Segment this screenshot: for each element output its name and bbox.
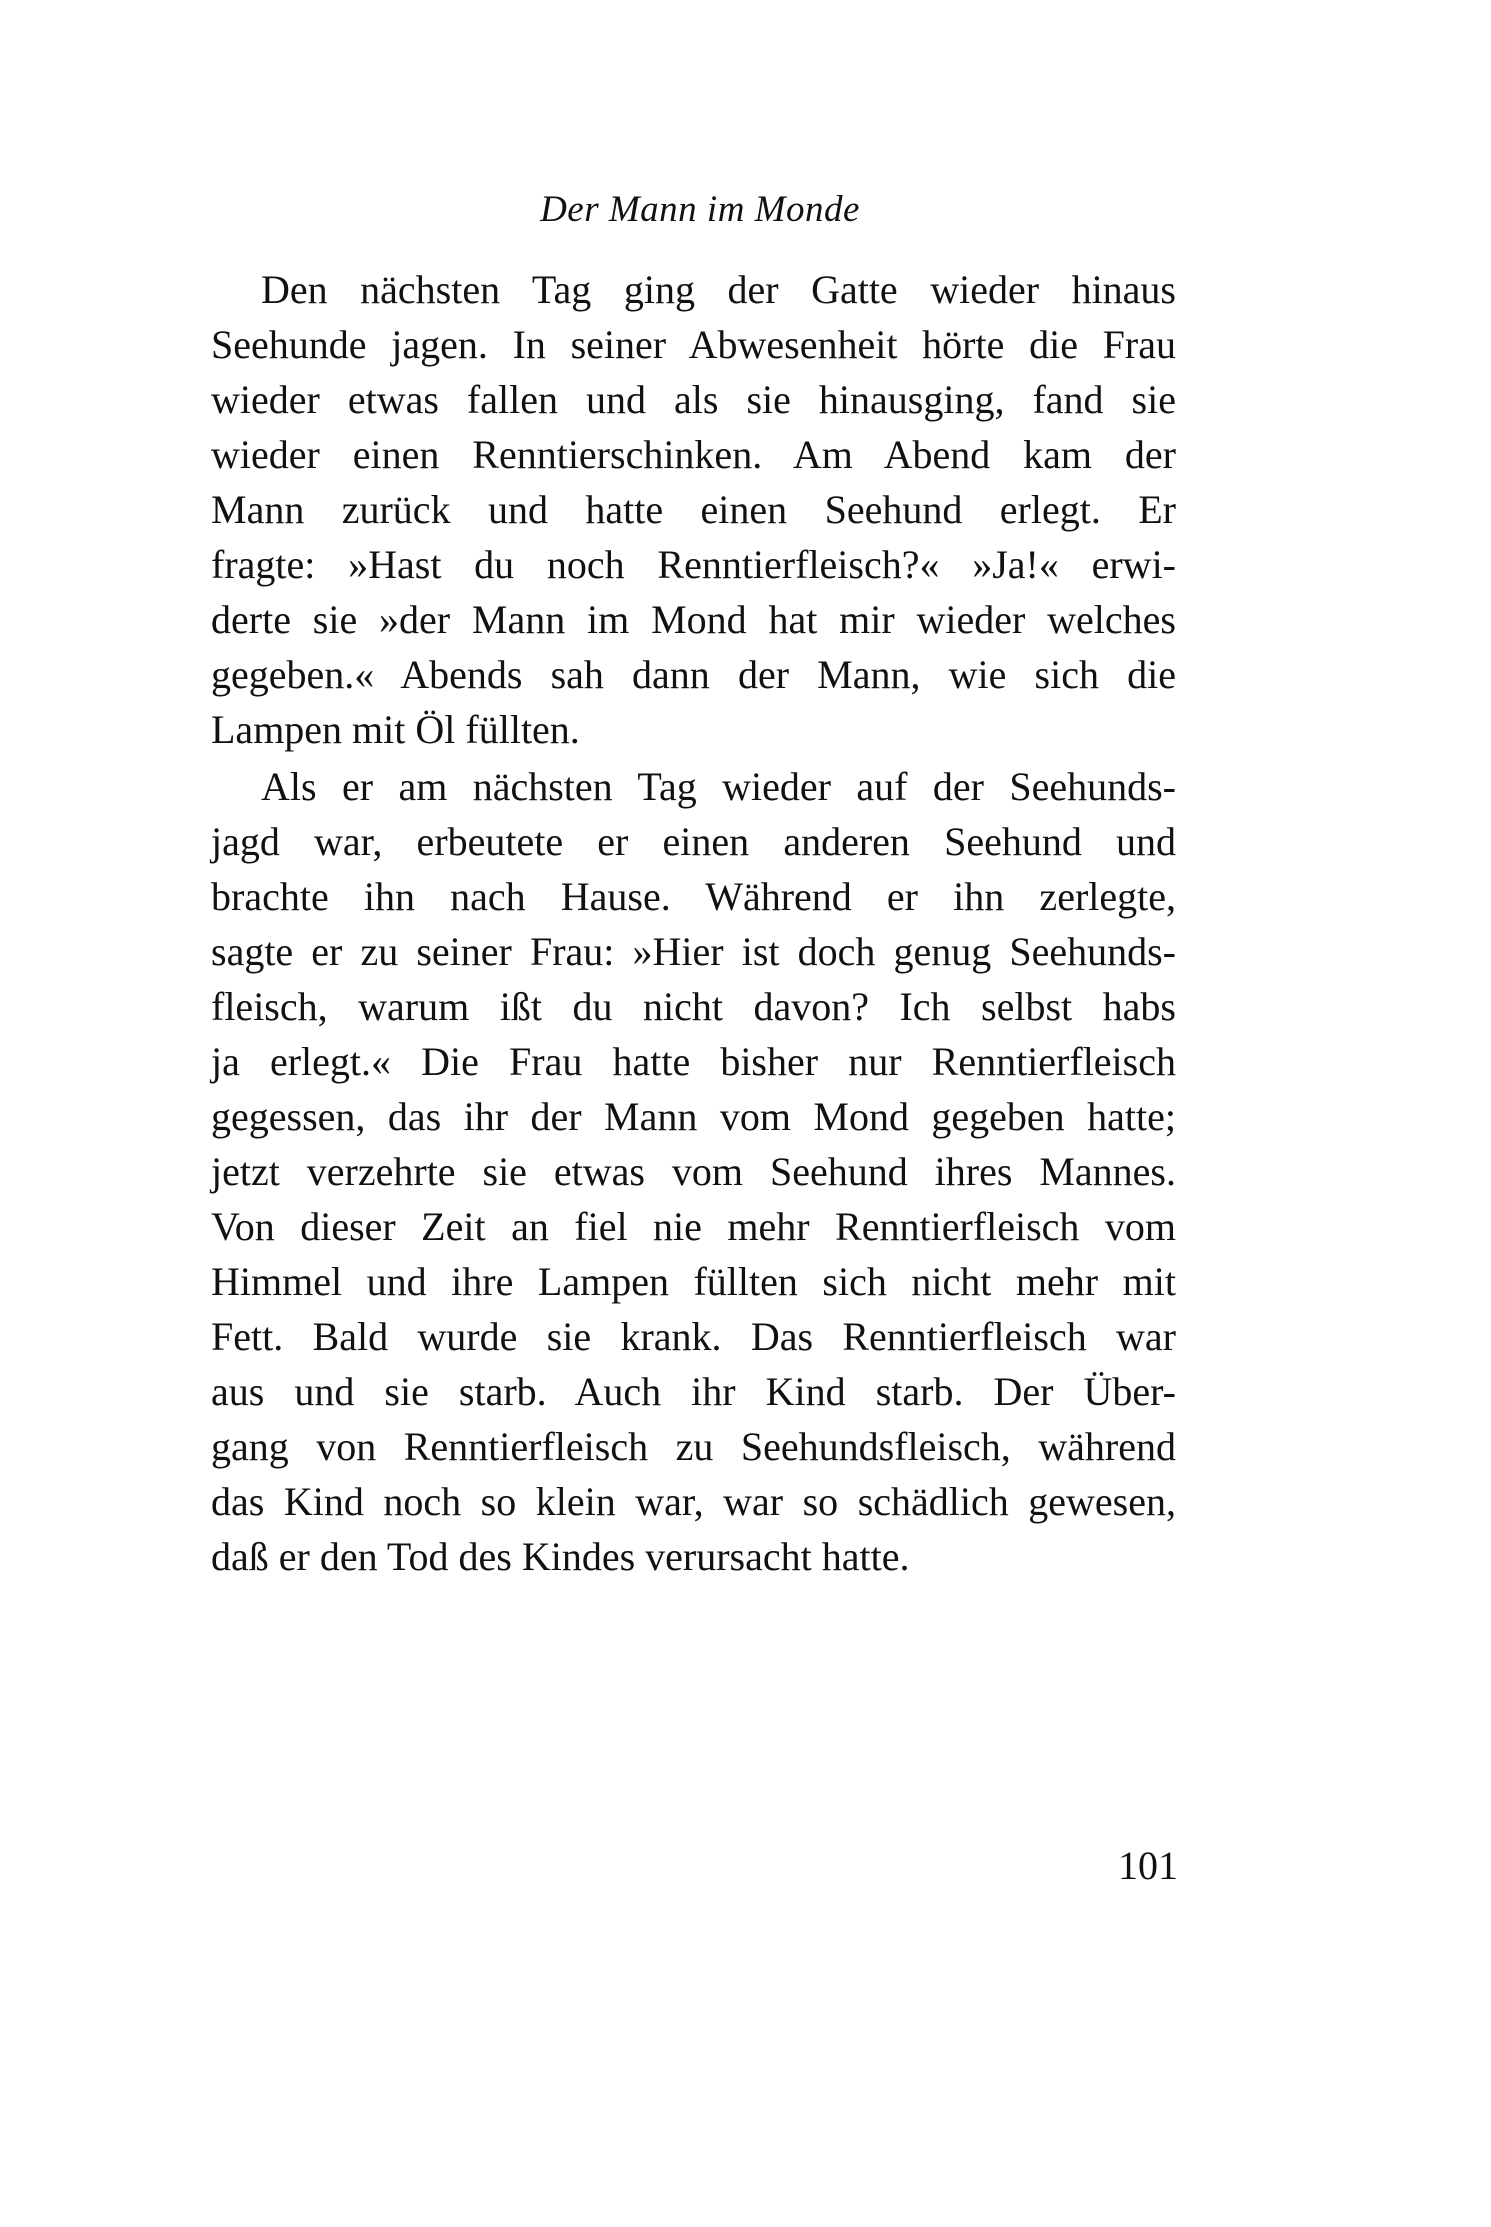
text-line: Himmel und ihre Lampen füllten sich nicht mehr mit [211, 1259, 1176, 1304]
text-line: Als er am nächsten Tag wieder auf der Seehunds- [261, 764, 1176, 809]
text-line: jetzt verzehrte sie etwas vom Seehund ihres Mannes. [211, 1149, 1176, 1194]
text-line: Seehunde jagen. In seiner Abwesenheit hörte die Frau [211, 322, 1176, 367]
text-line: Von dieser Zeit an fiel nie mehr Renntierfleisch vom [211, 1204, 1176, 1249]
body-text [211, 262, 1176, 1584]
text-line: Fett. Bald wurde sie krank. Das Renntierfleisch war [211, 1314, 1176, 1359]
running-head: Der Mann im Monde [540, 189, 860, 230]
text-line: jagd war, erbeutete er einen anderen Seehund und [211, 819, 1176, 864]
text-line: wieder etwas fallen und als sie hinausging, fand sie [211, 377, 1176, 422]
text-line: gegeben.« Abends sah dann der Mann, wie sich die [211, 652, 1176, 697]
text-line: Lampen mit Öl füllten. [211, 707, 580, 752]
text-line: aus und sie starb. Auch ihr Kind starb. Der Über- [211, 1369, 1176, 1414]
text-line: daß er den Tod des Kindes verursacht hatte. [211, 1534, 910, 1579]
text-line: Mann zurück und hatte einen Seehund erlegt. Er [211, 487, 1176, 532]
text-line: ja erlegt.« Die Frau hatte bisher nur Renntierfleisch [211, 1039, 1176, 1084]
text-line: gegessen, das ihr der Mann vom Mond gegeben hatte; [211, 1094, 1176, 1139]
text-line: fragte: »Hast du noch Renntierfleisch?« »Ja!« erwi- [211, 542, 1176, 587]
text-line: wieder einen Renntierschinken. Am Abend kam der [211, 432, 1176, 477]
text-line: derte sie »der Mann im Mond hat mir wieder welches [211, 597, 1176, 642]
text-line: das Kind noch so klein war, war so schädlich gewesen, [211, 1479, 1176, 1524]
text-line: sagte er zu seiner Frau: »Hier ist doch genug Seehunds- [211, 929, 1176, 974]
page-number: 101 [1118, 1843, 1178, 1888]
text-line: fleisch, warum ißt du nicht davon? Ich selbst habs [211, 984, 1176, 1029]
paragraph [211, 262, 1176, 757]
paragraph [211, 759, 1176, 1584]
text-line: gang von Renntierfleisch zu Seehundsfleisch, während [211, 1424, 1176, 1469]
text-line: Den nächsten Tag ging der Gatte wieder hinaus [261, 267, 1176, 312]
text-line: brachte ihn nach Hause. Während er ihn zerlegte, [211, 874, 1176, 919]
